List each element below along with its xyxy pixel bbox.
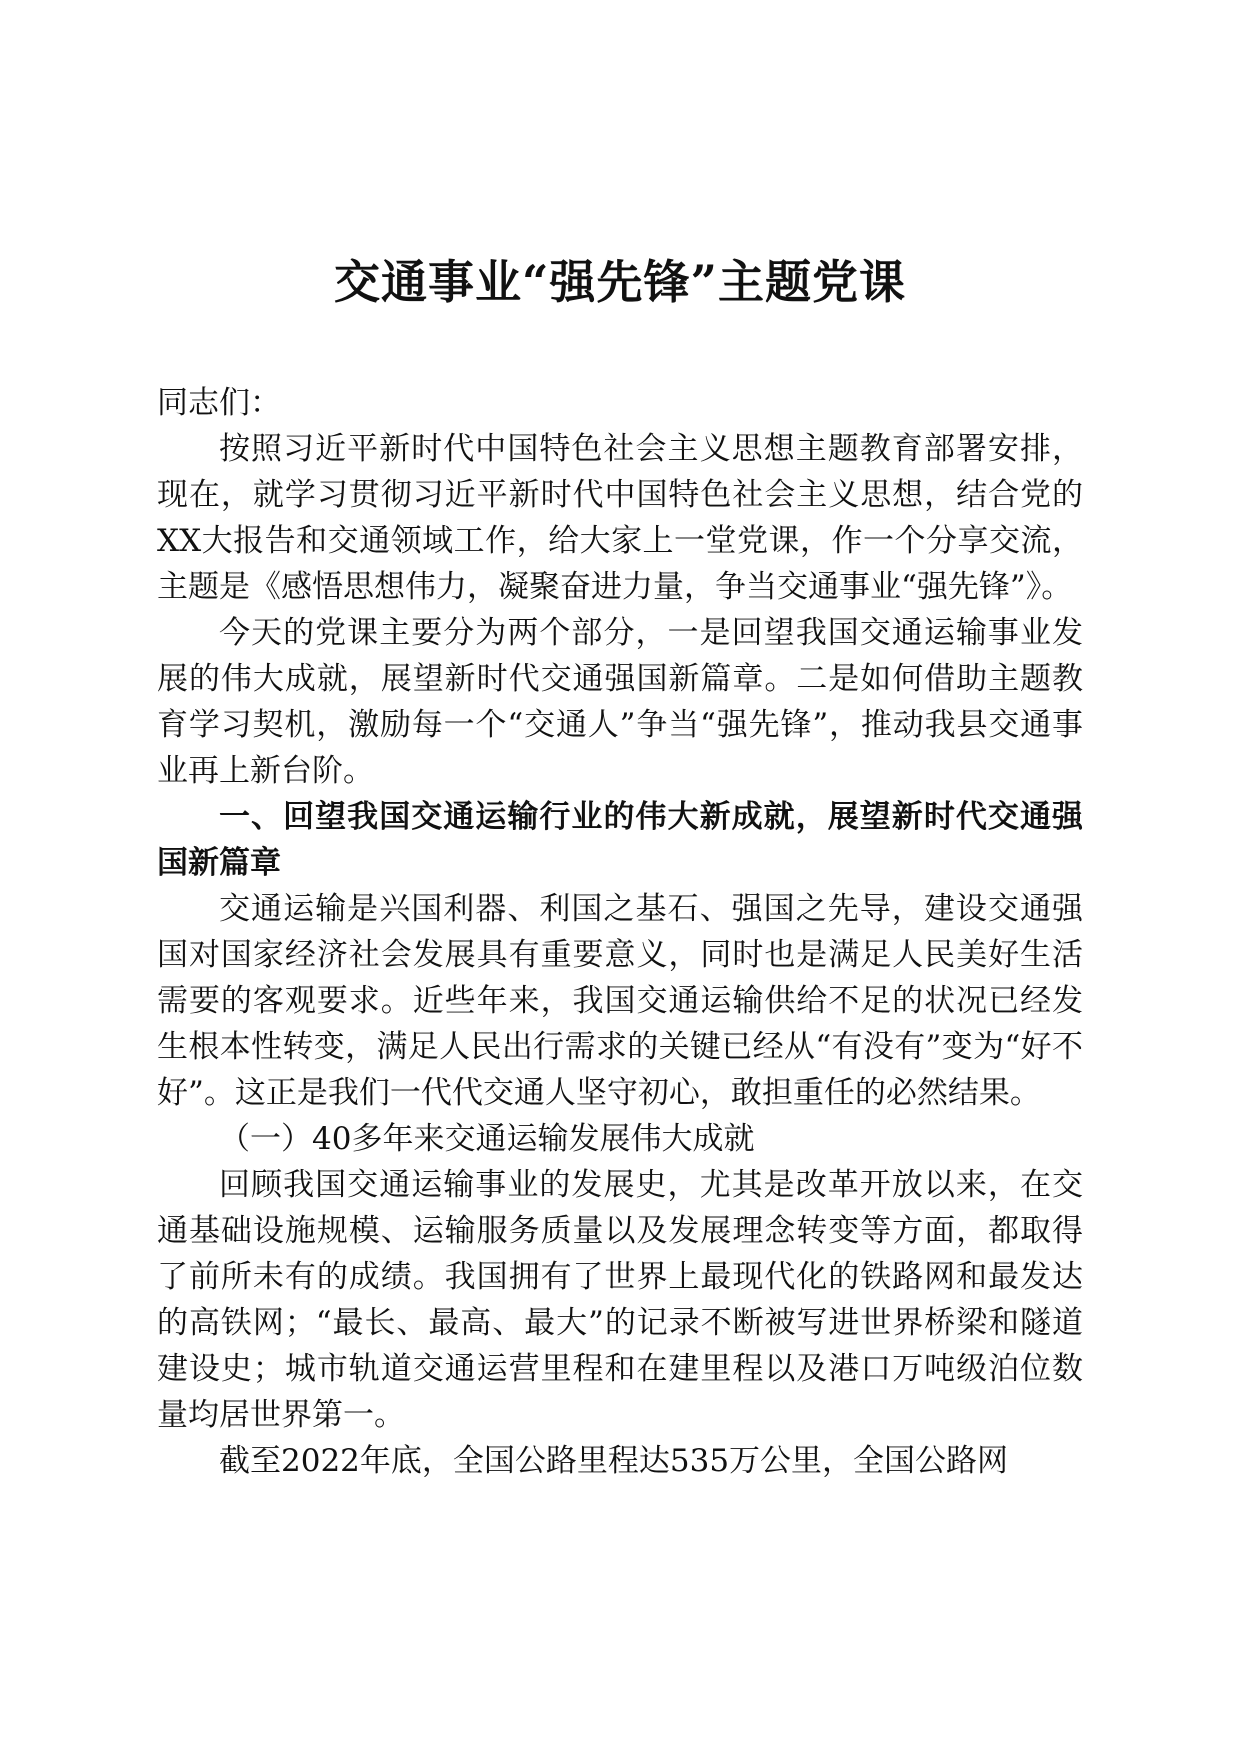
subsection-heading: （一）40多年来交通运输发展伟大成就 [219,1121,755,1157]
section-paragraph: 交通运输是兴国利器、利国之基石、强国之先导，建设交通强国对国家经济社会发展具有重要意义，同时也是满足人民美好生活需要的客观要求。近些年来，我国交通运输供给不足的状况已经发生根本性转变，满足人民出行需求的关键已经从“有没有”变为“好不好”。这正是我们一代代交通人坚守初心，敢担重任的必然结果。 [157,891,1083,1111]
outline-paragraph: 今天的党课主要分为两个部分，一是回望我国交通运输事业发展的伟大成就，展望新时代交通强国新篇章。二是如何借助主题教育学习契机，激励每一个“交通人”争当“强先锋”，推动我县交通事业再上新台阶。 [157,615,1083,789]
document-body [157,380,1083,1484]
salutation: 同志们： [157,385,281,421]
section-heading: 一、回望我国交通运输行业的伟大新成就，展望新时代交通强国新篇章 [157,799,1083,881]
document-title: 交通事业“强先锋”主题党课 [334,255,906,309]
subsection-paragraph: 回顾我国交通运输事业的发展史，尤其是改革开放以来，在交通基础设施规模、运输服务质量以及发展理念转变等方面，都取得了前所未有的成绩。我国拥有了世界上最现代化的铁路网和最发达的高铁网；“最长、最高、最大”的记录不断被写进世界桥梁和隧道建设史；城市轨道交通运营里程和在建里程以及港口万吨级泊位数量均居世界第一。 [157,1167,1083,1433]
statistics-paragraph: 截至2022年底，全国公路里程达535万公里，全国公路网 [219,1443,1009,1479]
intro-paragraph: 按照习近平新时代中国特色社会主义思想主题教育部署安排，现在，就学习贯彻习近平新时代中国特色社会主义思想，结合党的XX大报告和交通领域工作，给大家上一堂党课，作一个分享交流，主题是《感悟思想伟力，凝聚奋进力量，争当交通事业“强先锋”》。 [157,431,1083,605]
